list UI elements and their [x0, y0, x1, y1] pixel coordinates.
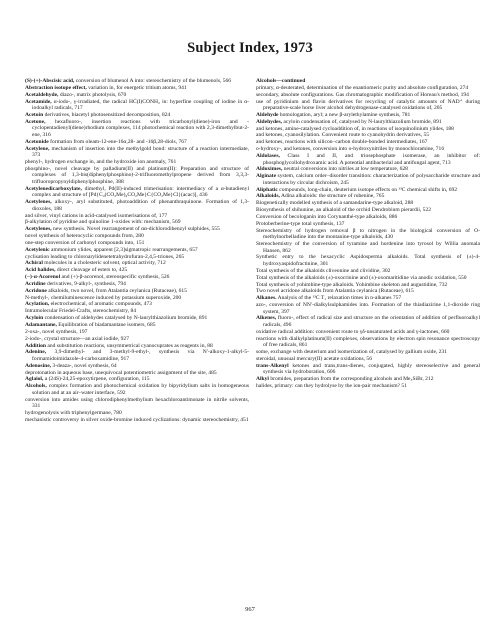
entry-text: Protoberberine-type total synthesis, 137 [256, 220, 345, 227]
entry-text: system, calcium order–disorder transition: characterization of polysaccharide structure and interactions by circular dichroism, 245 [263, 173, 480, 186]
entry-text: direct cleavage of esters to, 425 [55, 267, 128, 274]
entry-text: 3,9-dimethyl- and 3-methyl-9-ethyl-, synthesis via N′-alkoxy-1-alkyl-5-formamidoimidazole-4-carboxamidine, 917 [32, 349, 249, 362]
index-entry [256, 132, 480, 139]
entry-headword: Acetylenes, [25, 226, 52, 233]
entry-text: use of pyridinium and flavin derivatives for recycling of catalytic amounts of NAD⁺ during preparative-scale horse liver alcohol dehydrogenase-catalysed oxidations of, 205 [256, 98, 480, 112]
index-entry [25, 92, 249, 99]
entry-headword: Aldolases, [256, 152, 280, 159]
entry-text: deprotonation in aqueous base, unequivocal potentiometric assignment of the site, 485 [25, 369, 217, 376]
entry-text: 3-deaza-, novel synthesis, 64 [51, 362, 117, 369]
entry-headword: Aliphatic [256, 186, 278, 193]
entry-headword: Acetylene, [25, 145, 50, 152]
entry-headword: Acetaldehyde, [25, 91, 59, 98]
entry-text: cyclisation leading to chloroarylidenetetrahydrofuran-2,4,5-triones, 265 [25, 253, 185, 260]
entry-headword: Acetylenedicarboxylate, [25, 185, 82, 192]
entry-text: Stereochemistry of the conversion of tyramine and hordenine into tyrosol by Willia anomala Hansen, 862 [256, 241, 480, 254]
entry-text: steroidal, unusual mercury(II) acetate oxidations, 56 [256, 355, 372, 362]
entry-text: formation from oleam-12-ene-16α,28- and -16β,28-diols, 767 [48, 138, 187, 145]
index-entry [256, 146, 480, 153]
entry-text: a (24S)-24,25-epoxytirpene, configuration, 115 [43, 376, 150, 383]
index-entry [25, 119, 249, 139]
entry-text: ketones and trans,trans-dienes, conjugated, highly stereoselective and general synthesis via hydroboration, 606 [263, 362, 480, 376]
index-entry [256, 221, 480, 228]
index-entry [256, 241, 480, 254]
index-entry [25, 99, 249, 112]
entry-text: and ketones, reactions with silicon–carbon double-bonded intermediates, 167 [256, 139, 428, 146]
index-entry [25, 315, 249, 322]
entry-headword: Acridone [25, 287, 47, 294]
entry-headword: trans-Alkenyl [256, 362, 289, 369]
entry-text: acyloin condensation of, catalysed by N-laurylthiazolium bromide, 891 [282, 118, 442, 125]
entry-text: conversion of blumenol A into: stereochemistry of the blumenols, 566 [74, 78, 232, 84]
entry-text: molecules in a cholesteric solvent, optical activity, 712 [42, 260, 166, 267]
index-entry [25, 397, 249, 410]
entry-text: azo-, conversion of NN′-dialkylsulphamides into. Formation of the thiadiazirine 1,1-dioxide ring system, 397 [256, 302, 480, 315]
index-entry [25, 85, 249, 92]
index-entry [256, 288, 480, 295]
entry-headword: Aldehyde [256, 111, 279, 118]
entry-text: Stereochemistry of hydrogen removal β to nitrogen in the biological conversion of O-methylnorbelladine into the montanine-type alkaloids, 430 [256, 227, 480, 241]
entry-text: Analysis of the ¹³C T₁ relaxation times in n-alkanes 757 [276, 295, 402, 302]
index-entry [25, 226, 249, 233]
index-entry [256, 295, 480, 302]
index-entry [256, 99, 480, 112]
index-entry [25, 240, 249, 247]
entry-text: phosphino-, novel cleavage by palladium(II) and platinum(II): Preparation and structure of complexes of 1,3-bis(diphenylphosphino)-2-trifluoromethylpropene derived from 3,3,3-trifluoropropynyldiphenylphosphine, 388 [25, 165, 249, 185]
entry-headword: Alginate [256, 173, 277, 180]
index-entry [256, 153, 480, 166]
entry-text: compounds, long-chain, deuterium isotope effects on ¹³C chemical shifts in, 692 [277, 186, 458, 193]
entry-text: Total synthesis of yohimbine-type alkaloids. Yohimbine skeleton and augustidine, 732 [256, 281, 448, 288]
index-entry [25, 410, 249, 417]
index-entry [256, 78, 480, 85]
index-entry [256, 329, 480, 336]
entry-text: variation in, for energetic tritium atoms, 941 [86, 84, 187, 91]
index-entry [256, 228, 480, 241]
index-entry [25, 186, 249, 199]
entry-text: Adina alkaloids: the structure of rubenine, 765 [279, 193, 385, 200]
index-entry [256, 302, 480, 315]
index-entry [256, 214, 480, 221]
entry-headword: Abstraction isotope effect, [25, 84, 87, 91]
index-entry [256, 126, 480, 133]
entry-text: Equilibration of biadamantane isomers, 685 [56, 322, 156, 328]
entry-headword: Acetone, [25, 118, 46, 125]
entry-text: β-alkylation of pyridine and quinoline 1-oxides with: mechanism, 569 [25, 219, 181, 226]
entry-headword: Acetoin [25, 111, 44, 118]
index-entry [25, 139, 249, 146]
page-number: 967 [245, 606, 255, 613]
entry-text: phenyl-, hydrogen exchange in, and the hydroxide ion anomaly, 761 [25, 158, 177, 165]
entry-text: dimethyl, Pd(II)-induced trimerisation: intermediacy of a α-butadienyl complex and structure of [Pd{C₄(CO₂Me)₄CO₂Me}C{CO₂Me}Cl}(acac)], 436 [32, 185, 249, 199]
index-entry [25, 254, 249, 261]
entry-text: some, exchange with deuterium and isomerization of, catalysed by gallium oxide, 231 [256, 349, 448, 356]
index-entry [256, 336, 480, 349]
entry-text: α-iodo-, γ-irradiated, the radical HĊ(I)CONH₂ in: hyperfine coupling of iodine in α-iodoalkyl radicals, 717 [32, 98, 249, 112]
entry-headword: Adenosine, [25, 362, 52, 369]
entry-text: N-methyl-, chemiluminescence induced by potassium superoxide, 200 [25, 294, 182, 301]
entry-headword: Acyloin [25, 315, 44, 322]
entry-headword: (S)-(+)-Abscisic acid, [25, 78, 75, 84]
index-entry [25, 417, 249, 424]
entry-headword: Adamantane, [25, 322, 57, 328]
entry-text: derivatives, 9-alkyl-, synthesis, 794 [45, 280, 126, 287]
entry-headword: Alkanes. [256, 295, 277, 302]
entry-text: and ketones, amine-catalysed cycloaddition of, in reactions of isoquinolinium ylides, 188 [256, 125, 454, 132]
index-entry [25, 349, 249, 362]
entry-text: 2-oxa-, novel synthesis, 197 [25, 328, 88, 335]
entry-text: conversion into amides using chlorodiphenylmethylium hexachloroantimonate in nitrile solvents, 331 [25, 396, 249, 410]
index-entry [25, 199, 249, 212]
entry-headword: Acetonide [25, 138, 49, 145]
entry-text: hexafluoro-, insertion reactions with tricarbonyl(diene)-iron and -cyclopentadienyl(diene)rhodium complexes, 114 photochemical reaction with 2,3-dimethylbut-2-ene, 316 [32, 118, 249, 138]
index-entry [256, 349, 480, 356]
index-entry [256, 173, 480, 186]
index-entry [25, 343, 249, 350]
entry-text: 2-iodo-, crystal structure—an axial iodide, 927 [25, 335, 129, 342]
index-entry [256, 92, 480, 99]
index-entry [25, 233, 249, 240]
entry-text: reactions with dialkylplatinum(II) complexes, observations by electron spin resonance spectroscopy of free radicals, 861 [256, 335, 480, 349]
entry-text: mechanism of insertion into the methylgold bond: structure of a reaction intermediate, 373 [32, 145, 249, 159]
index-entry [256, 363, 480, 376]
entry-headword: Adenine, [25, 349, 47, 356]
entry-text: and ketones, cyanosilylation. Convenient route to cyanohydrin derivatives, 55 [256, 132, 429, 139]
entry-headword: Addition [25, 342, 46, 349]
index-column-left [25, 78, 249, 424]
index-entry [25, 159, 249, 166]
index-entry [256, 356, 480, 363]
entry-text: and (+)-β-acorenol, stereospecific synthesis, 526 [60, 274, 170, 281]
entry-text: and substitution reactions, unsymmetrical cyanocuprates as reagents in, 88 [45, 342, 213, 349]
index-entry [25, 166, 249, 186]
entry-text: neutral conversions into nitriles at low temperature, 628 [282, 166, 408, 173]
entry-text: complex formation and photochemical oxidation by bipyridylium salts in homogeneous solution and at an air–water interface, 592 [32, 383, 249, 396]
entry-text: Conversion of becologanin into Corynanthé-type alkaloids, 886 [256, 213, 398, 220]
entry-text: homologation, aryl; a new β-arylethylamine synthesis, 781 [278, 111, 411, 118]
entry-headword: Alcohols—continued [256, 78, 306, 84]
entry-text: Total synthesis of the alkaloids (±)-oxocrinine and (±)-oxomaritidine via anodic oxidation, 550 [256, 274, 467, 281]
entry-headword: (−)-α-Acorenol [25, 274, 61, 281]
entry-text: Biogenetically modelled synthesis of a samandarine-type alkaloid, 288 [256, 200, 414, 207]
index-column-right [256, 78, 480, 390]
entry-text: electrochemical, of aromatic compounds, 473 [49, 301, 152, 308]
entry-headword: Acid halides, [25, 267, 56, 274]
entry-text: alkaloids, two novel, from Atalantia ceylanica (Rutaceae), 615 [46, 287, 187, 294]
index-entry [256, 207, 480, 214]
index-entry [25, 308, 249, 315]
index-entry [25, 247, 249, 254]
entry-text: halides, primary: can they hydrolyse by the ion-pair mechanism? 51 [256, 383, 407, 389]
entry-headword: Acridine [25, 280, 46, 287]
index-entry [256, 383, 480, 390]
entry-headword: Alkaloids, [256, 193, 280, 200]
index-entry [256, 166, 480, 173]
index-entry [25, 363, 249, 370]
entry-headword: Achiral [25, 260, 43, 267]
entry-text: derivatives, biacetyl photosensitized decomposition, 824 [43, 111, 171, 118]
entry-text: diazo-, matrix photolysis, 670 [58, 91, 127, 98]
index-entry [25, 336, 249, 343]
entry-headword: Aglaiol, [25, 376, 44, 383]
entry-text: bromides, preparation from the corresponding alcohols and Me₃SiBr, 212 [268, 376, 434, 383]
index-entry [256, 119, 480, 126]
index-entry [256, 254, 480, 267]
index-entry [256, 268, 480, 275]
entry-text: secondary, absolute configurations. Gas chromatographic modification of Horeau's method, 194 [256, 91, 469, 98]
entry-text: oxidative radical addition: convenient route to γδ-unsaturated acids and γ-lactones, 660 [256, 328, 450, 335]
entry-text: primary, α-deuterated, determination of the enantiomeric purity and absolute configuration, 274 [256, 84, 469, 91]
index-entry [25, 383, 249, 396]
entry-text: new synthesis. Novel rearrangement of αα-dichlorodibenzyl sulphides, 555 [51, 226, 220, 233]
index-entry [25, 322, 249, 329]
index-entry [256, 275, 480, 282]
index-entry [25, 78, 249, 85]
entry-text: Synthetic entry to the hexacyclic Aspidosperma alkaloids. Total synthesis of (±)-4-hydroxyaspidofractinine, 301 [256, 254, 480, 267]
entry-text: and silver, vinyl cations in acid-catalysed isomerisations of, 177 [25, 212, 168, 219]
page-title: Subject Index, 1973 [187, 40, 313, 56]
entry-headword: Acetylenes, [25, 199, 52, 206]
index-entry [25, 267, 249, 274]
entry-text: Total synthesis of the alkaloids cliveonine and clividine, 302 [256, 267, 391, 274]
index-entry [256, 200, 480, 207]
entry-text: Biosynthesis of shihunine, an alkaloid of the orchid Dendrobium pierardii, 522 [256, 207, 432, 214]
entry-text: o-hydroxy-, and ketones, conversion into o-hydroxynitriles by monochloramine, 716 [256, 146, 445, 153]
index-entry [25, 274, 249, 281]
index-entry [256, 112, 480, 119]
entry-headword: Alcohols, [25, 383, 47, 390]
index-entry [25, 146, 249, 159]
entry-headword: Alkenes, [256, 315, 277, 322]
entry-headword: Aldoximes, [256, 166, 283, 173]
entry-text: hydrogenolysis with triphenylgermane, 780 [25, 410, 122, 417]
entry-text: Class I and II, and triosephosphate isomerase, an inhibitor of: phosphoglycollohydroxamic acid. A potential antibacterial and antifungal agent, 713 [263, 152, 480, 166]
entry-text: mechanistic controversy in silver oxide-bromine induced cyclizations: dynamic stereochemistry, 451 [25, 416, 249, 423]
entry-text: condensation of aldehydes catalysed by N-laurylthiazolium bromide, 891 [43, 315, 208, 322]
entry-text: novel synthesis of heterocyclic compounds from, 280 [25, 233, 144, 240]
index-entry [256, 376, 480, 383]
entry-headword: Alkyl [256, 376, 269, 383]
index-entry [25, 281, 249, 288]
index-entry [25, 112, 249, 119]
entry-headword: Aldehydes, [256, 118, 283, 125]
entry-headword: Acetamide, [25, 98, 52, 105]
entry-headword: Acylation, [25, 301, 50, 308]
entry-text: Two novel acridone alkaloids from Atalantia ceylanica (Rutaceae), 615 [256, 288, 414, 295]
index-entry [25, 219, 249, 226]
index-entry [25, 329, 249, 336]
index-entry [25, 288, 249, 295]
index-entry [256, 85, 480, 92]
index-entry [25, 260, 249, 267]
entry-text: alkoxy-, aryl substituted, photoaddition of phenanthraquinone. Formation of 1,3-dioxoles, 188 [32, 199, 249, 212]
entry-text: fluoro-, effect of radical size and structure on the orientation of addition of perfluoroalkyl radicals, 496 [263, 315, 480, 328]
entry-text: one-step conversion of carbonyl compounds into, 151 [25, 239, 145, 246]
entry-text: ammonium ylides, apparent [2,3]sigmatropic rearrangements, 657 [49, 246, 198, 253]
index-entry [256, 139, 480, 146]
entry-text: Intramolecular Friedel-Crafts, stereochemistry, 84 [25, 308, 136, 315]
entry-headword: Acetylenic [25, 246, 50, 253]
index-entry [256, 315, 480, 328]
